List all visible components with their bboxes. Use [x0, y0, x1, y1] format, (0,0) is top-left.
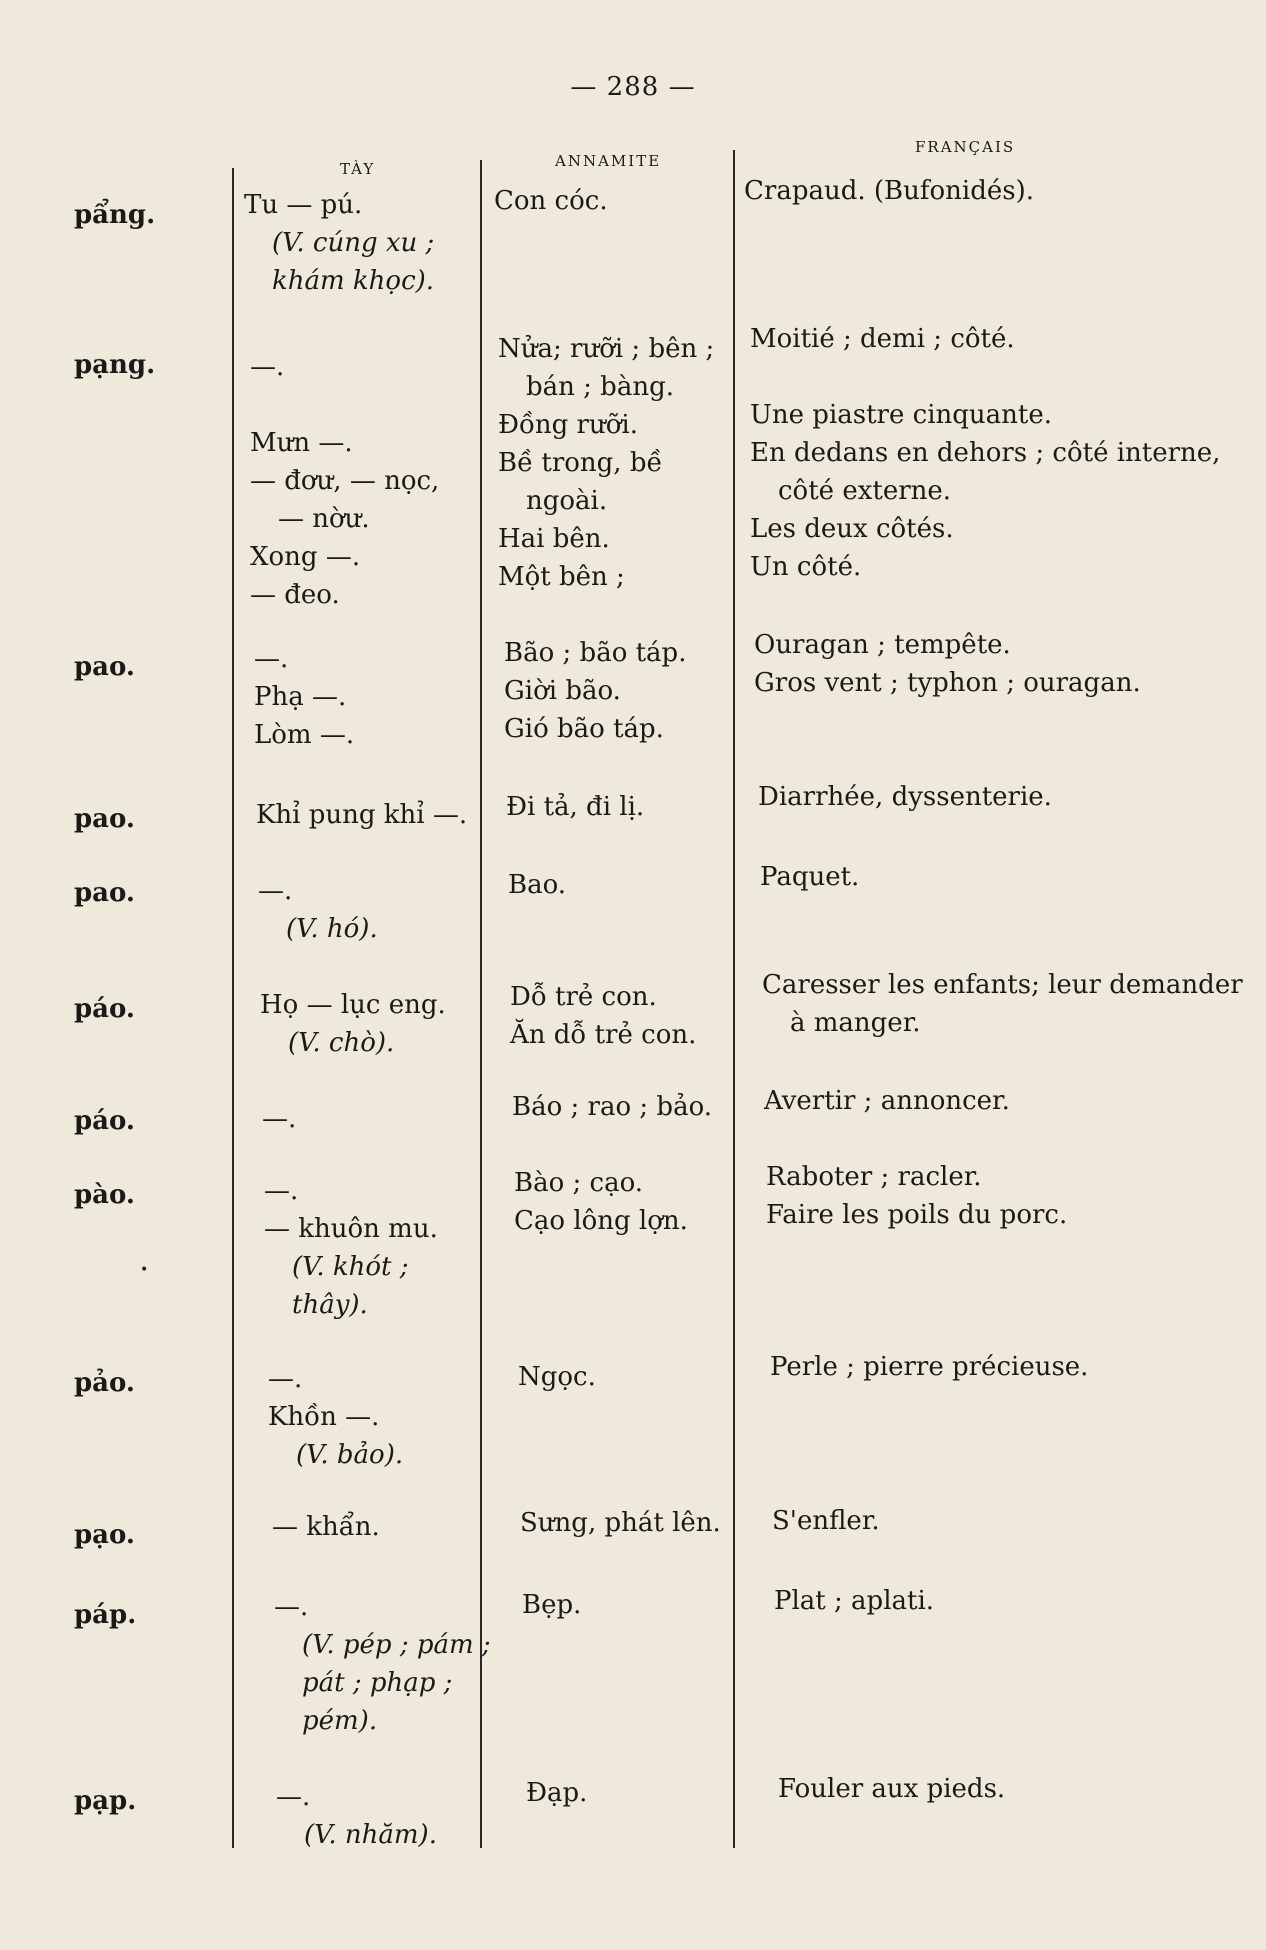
headword: páo. — [74, 994, 135, 1024]
annamite-line: Giời bão. — [504, 676, 621, 706]
tay-line: pém). — [302, 1706, 378, 1736]
tay-line: pát ; phạp ; — [302, 1668, 453, 1698]
francais-cell — [760, 858, 859, 896]
annamite-line: Hai bên. — [498, 524, 610, 554]
tay-line: Khồn —. — [268, 1402, 380, 1432]
annamite-cell — [512, 1088, 712, 1126]
headword: pạo. — [74, 1520, 135, 1550]
tay-line: —. — [250, 352, 285, 382]
tay-cell — [258, 872, 378, 948]
tay-line: (V. nhăm). — [304, 1820, 437, 1850]
francais-line — [750, 358, 1220, 396]
tay-line: (V. khót ; — [292, 1252, 409, 1282]
tay-line: — khuôn mu. — [264, 1214, 438, 1244]
annamite-line: Báo ; rao ; bảo. — [512, 1092, 713, 1122]
tay-line: — đeo. — [250, 580, 340, 610]
francais-cell — [750, 320, 1220, 586]
francais-line: à manger. — [790, 1008, 921, 1038]
annamite-line: ngoài. — [526, 486, 608, 516]
tay-line: —. — [274, 1592, 309, 1622]
tay-line: —. — [268, 1364, 303, 1394]
francais-line: Une piastre cinquante. — [750, 400, 1052, 430]
column-header-annamite: ANNAMITE — [555, 152, 662, 170]
annamite-line: Ngọc. — [518, 1362, 596, 1392]
headword: páo. — [74, 1106, 135, 1136]
tay-line: Họ — lục eng. — [260, 990, 446, 1020]
francais-cell — [744, 172, 1034, 210]
annamite-line: bán ; bàng. — [526, 372, 674, 402]
tay-line: —. — [262, 1104, 297, 1134]
francais-line: Moitié ; demi ; côté. — [750, 324, 1015, 354]
francais-line: Ouragan ; tempête. — [754, 630, 1011, 660]
francais-line: En dedans en dehors ; côté interne, — [750, 438, 1221, 468]
headword: pao. — [74, 652, 135, 682]
headword: pạng. — [74, 350, 156, 380]
annamite-line: Nửa; rưỡi ; bên ; — [498, 334, 715, 364]
headword: pẩng. — [74, 200, 156, 230]
tay-line: Xong —. — [250, 542, 361, 572]
tay-line: (V. pép ; pám ; — [302, 1630, 491, 1660]
tay-cell — [262, 1100, 296, 1138]
francais-line: côté externe. — [778, 476, 952, 506]
annamite-line: Đạp. — [526, 1778, 588, 1808]
tay-line: khám khọc). — [272, 266, 435, 296]
tay-line: (V. chò). — [288, 1028, 395, 1058]
tay-line: —. — [254, 644, 289, 674]
headword: páp. — [74, 1600, 137, 1630]
stray-mark: • — [140, 1262, 149, 1278]
francais-line: Les deux côtés. — [750, 514, 954, 544]
annamite-cell — [508, 866, 566, 904]
annamite-cell — [520, 1504, 721, 1542]
headword: pảo. — [74, 1368, 135, 1398]
annamite-line: Dỗ trẻ con. — [510, 982, 657, 1012]
tay-line: (V. bảo). — [296, 1440, 404, 1470]
headword: pào. — [74, 1180, 135, 1210]
annamite-cell — [494, 182, 608, 220]
annamite-cell — [498, 330, 714, 596]
annamite-line: Sưng, phát lên. — [520, 1508, 721, 1538]
francais-line: Raboter ; racler. — [766, 1162, 982, 1192]
column-rule-tay — [232, 168, 234, 1848]
tay-line: — nờư. — [278, 504, 370, 534]
annamite-line: Cạo lông lợn. — [514, 1206, 688, 1236]
francais-line: Avertir ; annoncer. — [764, 1086, 1010, 1116]
column-header-francais: FRANÇAIS — [915, 138, 1016, 156]
annamite-line: Đi tả, đi lị. — [506, 792, 645, 822]
francais-cell — [762, 966, 1243, 1042]
francais-line: S'enfler. — [772, 1506, 880, 1536]
francais-line: Perle ; pierre précieuse. — [770, 1352, 1089, 1382]
tay-line: —. — [264, 1176, 299, 1206]
francais-line: Gros vent ; typhon ; ouragan. — [754, 668, 1141, 698]
annamite-cell — [526, 1774, 587, 1812]
tay-cell — [250, 348, 439, 614]
tay-cell — [244, 186, 434, 300]
tay-line: Khỉ pung khỉ —. — [256, 800, 468, 830]
annamite-line: Con cóc. — [494, 186, 608, 216]
tay-line: — đơư, — nọc, — [250, 466, 440, 496]
tay-line: thây). — [292, 1290, 368, 1320]
francais-line: Fouler aux pieds. — [778, 1774, 1006, 1804]
francais-line: Paquet. — [760, 862, 860, 892]
tay-line: Lòm —. — [254, 720, 355, 750]
headword: pạp. — [74, 1786, 137, 1816]
tay-cell — [264, 1172, 438, 1324]
tay-line — [250, 386, 439, 424]
tay-cell — [254, 640, 354, 754]
annamite-line: Gió bão táp. — [504, 714, 664, 744]
annamite-cell — [518, 1358, 596, 1396]
francais-cell — [770, 1348, 1088, 1386]
annamite-cell — [504, 634, 686, 748]
francais-cell — [766, 1158, 1067, 1234]
francais-cell — [754, 626, 1141, 702]
tay-cell — [268, 1360, 403, 1474]
annamite-line: Bẹp. — [522, 1590, 582, 1620]
francais-line: Crapaud. (Bufonidés). — [744, 176, 1034, 206]
annamite-cell — [514, 1164, 688, 1240]
headword: pao. — [74, 878, 135, 908]
headword: pao. — [74, 804, 135, 834]
annamite-line: Bão ; bão táp. — [504, 638, 687, 668]
tay-cell — [276, 1778, 437, 1854]
tay-line: —. — [276, 1782, 311, 1812]
tay-cell — [256, 796, 467, 834]
column-rule-francais — [733, 150, 735, 1848]
annamite-line: Bao. — [508, 870, 567, 900]
francais-line: Un côté. — [750, 552, 862, 582]
tay-cell — [272, 1508, 380, 1546]
annamite-line: Một bên ; — [498, 562, 625, 592]
tay-cell — [274, 1588, 491, 1740]
tay-line: (V. cúng xu ; — [272, 228, 435, 258]
francais-cell — [764, 1082, 1010, 1120]
annamite-line: Ăn dỗ trẻ con. — [510, 1020, 697, 1050]
annamite-cell — [510, 978, 696, 1054]
tay-line: (V. hó). — [286, 914, 378, 944]
tay-line: — khẩn. — [272, 1512, 380, 1542]
tay-line: Phạ —. — [254, 682, 347, 712]
tay-cell — [260, 986, 446, 1062]
column-header-tay: TÀY — [340, 160, 376, 178]
annamite-line: Bề trong, bề — [498, 448, 663, 478]
francais-line: Faire les poils du porc. — [766, 1200, 1068, 1230]
annamite-cell — [522, 1586, 581, 1624]
francais-line: Caresser les enfants; leur demander — [762, 970, 1243, 1000]
page-number: — 288 — — [570, 72, 696, 102]
tay-line: Tu — pú. — [244, 190, 363, 220]
francais-cell — [758, 778, 1052, 816]
annamite-line: Đồng rưỡi. — [498, 410, 638, 440]
francais-line: Diarrhée, dyssenterie. — [758, 782, 1052, 812]
tay-line: —. — [258, 876, 293, 906]
francais-cell — [778, 1770, 1005, 1808]
annamite-cell — [506, 788, 644, 826]
annamite-line: Bào ; cạo. — [514, 1168, 644, 1198]
francais-cell — [774, 1582, 934, 1620]
francais-cell — [772, 1502, 880, 1540]
tay-line: Mưn —. — [250, 428, 353, 458]
francais-line: Plat ; aplati. — [774, 1586, 935, 1616]
